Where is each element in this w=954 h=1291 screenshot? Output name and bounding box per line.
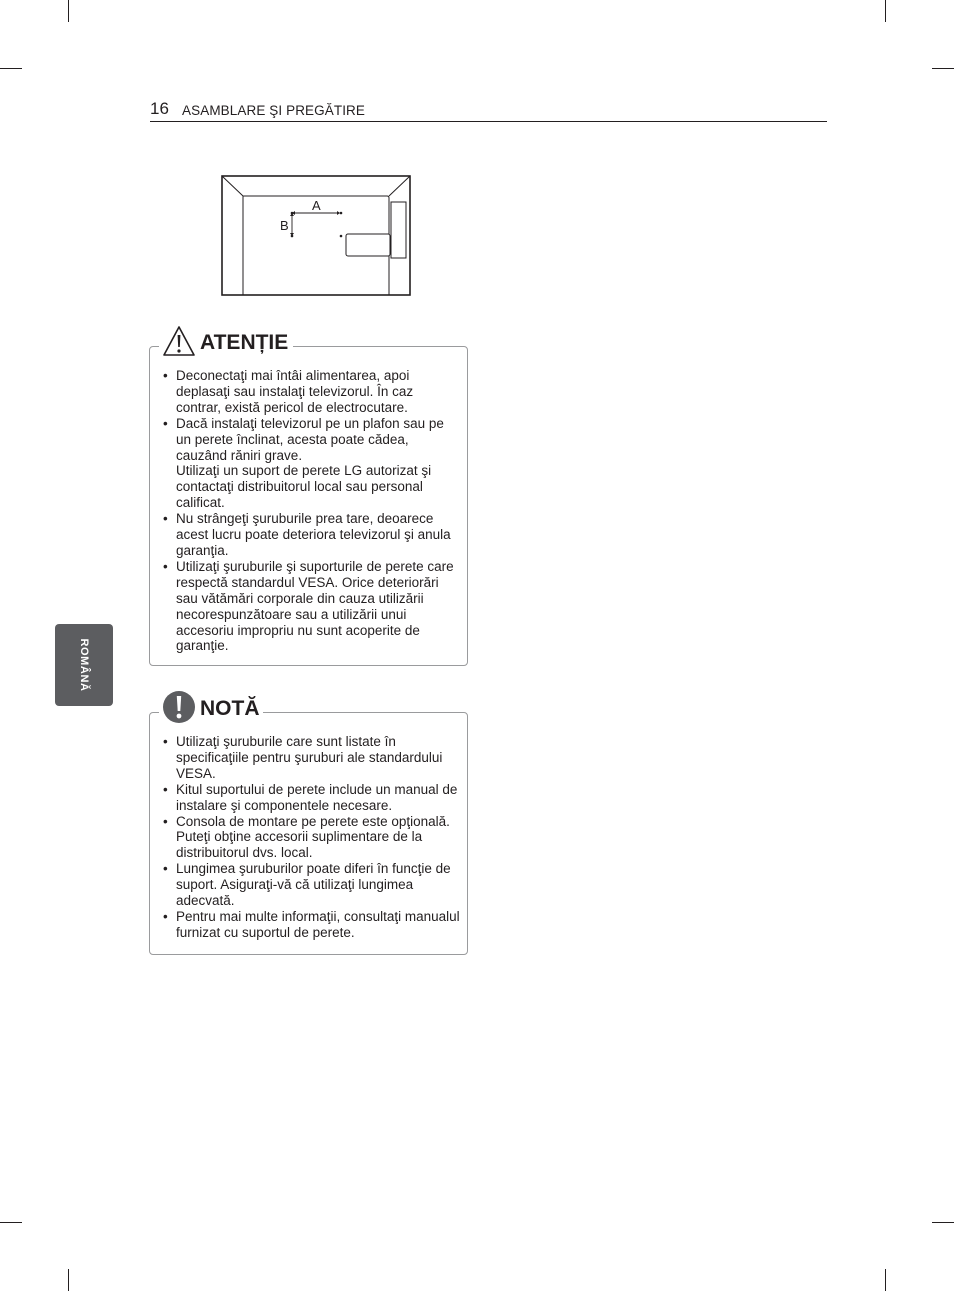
note-title: NOTĂ <box>200 697 260 720</box>
language-side-tab <box>55 624 113 706</box>
wall-mount-diagram <box>221 175 413 302</box>
header-rule <box>150 121 827 122</box>
dimension-a-label: A <box>312 198 321 213</box>
list-item: • Lungimea şuruburilor poate diferi în funcţie de suport. Asiguraţi-vă că utilizaţi lungimea adecvată. <box>161 861 461 909</box>
caution-list <box>161 368 461 654</box>
tv-side-panel <box>391 202 406 258</box>
caution-heading <box>159 326 293 360</box>
list-item: • Utilizaţi şuruburile care sunt listate în specificaţiile pentru şuruburi ale standardului VESA. <box>161 734 461 782</box>
list-item: • Pentru mai multe informaţii, consultaţi manualul furnizat cu suportul de perete. <box>161 909 461 941</box>
crop-mark <box>885 0 886 22</box>
terminal-cover <box>346 234 390 256</box>
note-heading <box>159 692 263 726</box>
crop-mark <box>932 1222 954 1223</box>
crop-mark <box>885 1269 886 1291</box>
mount-hole <box>340 212 343 215</box>
language-tab-label: ROMÂNĂ <box>78 638 90 692</box>
mount-hole <box>340 235 343 238</box>
warning-triangle-icon <box>162 325 196 362</box>
crop-mark <box>68 0 69 22</box>
page-number: 16 <box>150 99 169 118</box>
caution-title: ATENȚIE <box>200 331 289 354</box>
crop-mark <box>0 1222 22 1223</box>
list-item: • Consola de montare pe perete este opţională. Puteţi obţine accesorii suplimentare de la distribuitorul dvs. local. <box>161 814 461 862</box>
list-item: • Deconectaţi mai întâi alimentarea, apoi deplasaţi sau instalaţi televizorul. În caz contrar, există pericol de electrocutare. <box>161 368 461 416</box>
crop-mark <box>68 1269 69 1291</box>
list-item: • Utilizaţi şuruburile şi suporturile de perete care respectă standardul VESA. Orice deteriorări sau vătămări corporale din cauza utilizării necorespunzătoare sau a utilizării unui accesoriu impropriu nu sunt acoperite de garanţie. <box>161 559 461 654</box>
section-title: ASAMBLARE ŞI PREGĂTIRE <box>182 103 365 118</box>
note-list <box>161 734 461 941</box>
exclamation-circle-icon <box>162 690 196 729</box>
dimension-b-label: B <box>280 218 289 233</box>
list-item: • Nu strângeţi şuruburile prea tare, deoarece acest lucru poate deteriora televizorul şi anula garanţia. <box>161 511 461 559</box>
crop-mark <box>932 68 954 69</box>
list-item: • Dacă instalaţi televizorul pe un plafon sau pe un perete înclinat, acesta poate cădea, cauzând răniri grave. Utilizaţi un suport de perete LG autorizat şi contactaţi distribuitorul local sau personal calificat. <box>161 416 461 511</box>
crop-mark <box>0 68 22 69</box>
list-item: • Kitul suportului de perete include un manual de instalare şi componentele necesare. <box>161 782 461 814</box>
